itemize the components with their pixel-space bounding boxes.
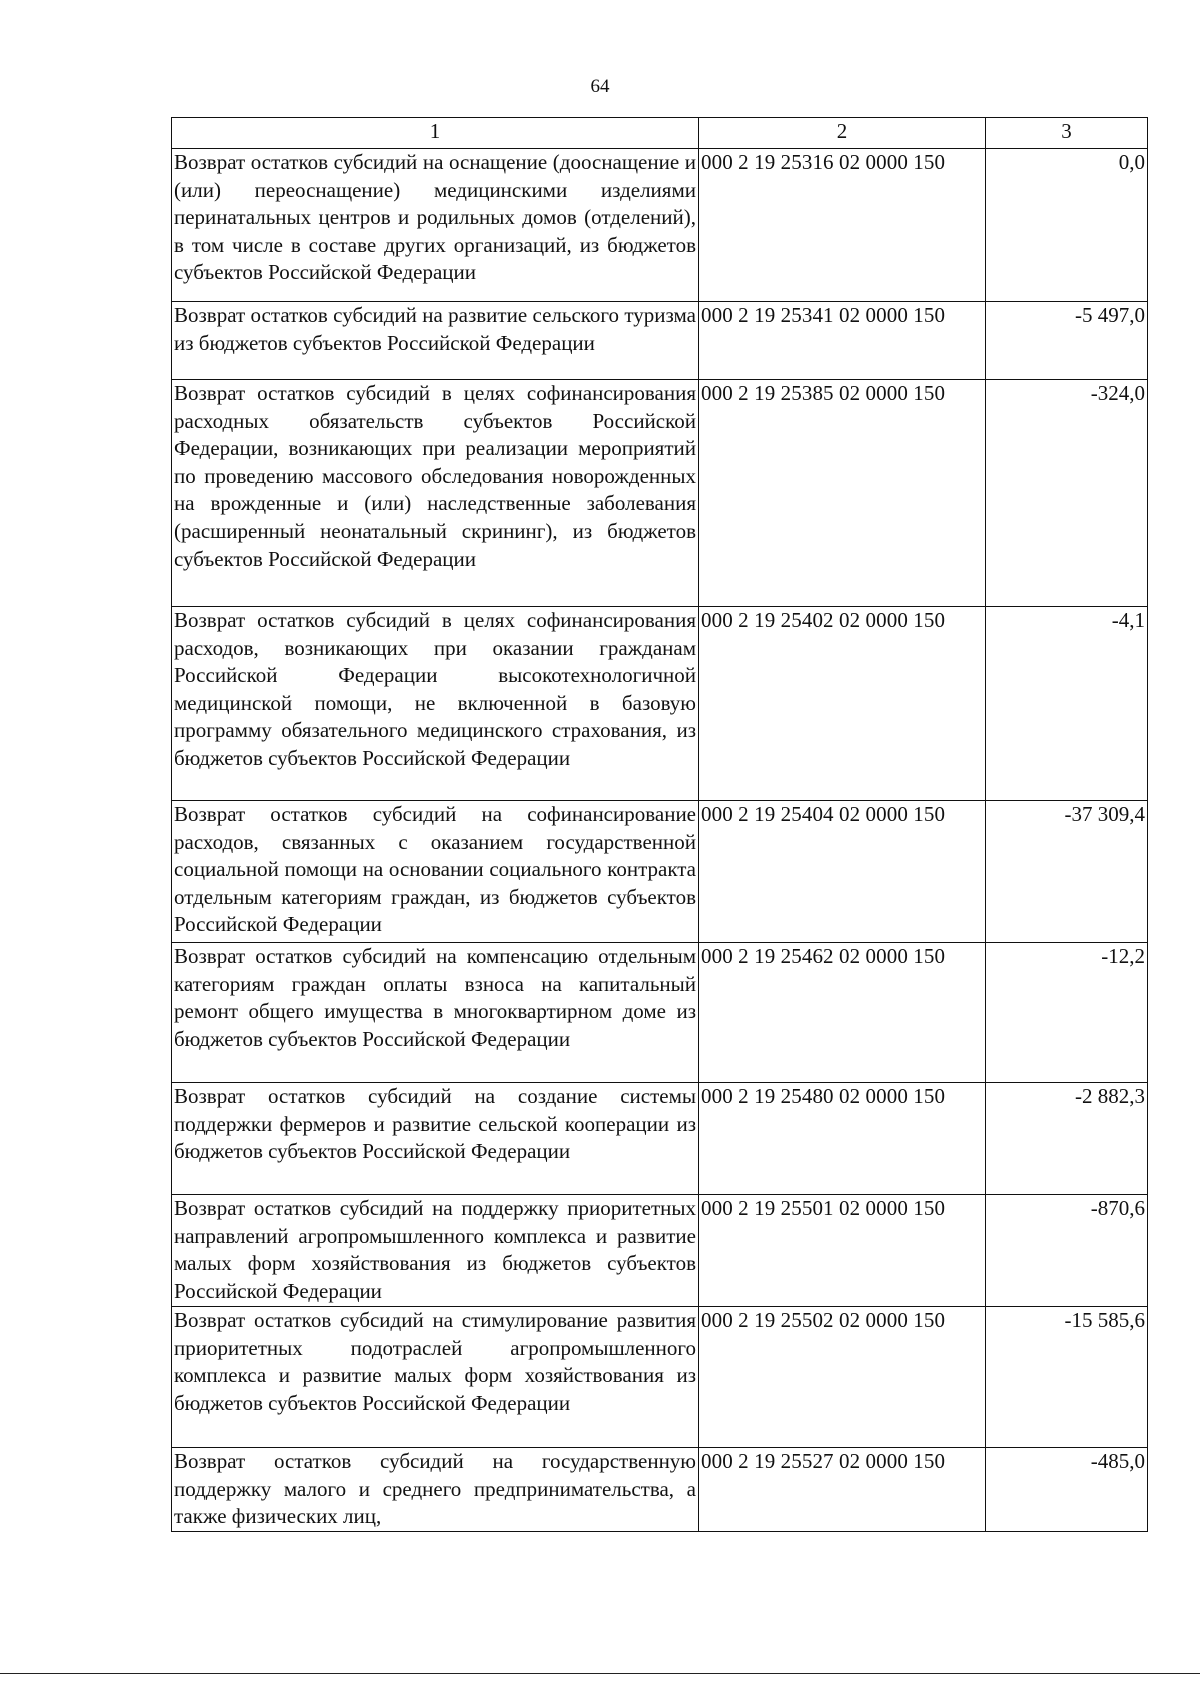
table-row <box>172 1195 1148 1307</box>
row-description: Возврат остатков субсидий на создание системы поддержки фермеров и развитие сельской кооперации из бюджетов субъектов Российской Федерации <box>172 1083 699 1195</box>
row-code: 000 2 19 25316 02 0000 150 <box>699 149 986 302</box>
table-row <box>172 607 1148 801</box>
column-header-1: 1 <box>172 118 699 149</box>
row-description: Возврат остатков субсидий на государственную поддержку малого и среднего предпринимательства, а также физических лиц, <box>172 1448 699 1532</box>
row-description: Возврат остатков субсидий в целях софинансирования расходов, возникающих при оказании гражданам Российской Федерации высокотехнологичной медицинской помощи, не включенной в базовую программу обязательного медицинского страхования, из бюджетов субъектов Российской Федерации <box>172 607 699 801</box>
table-row <box>172 801 1148 943</box>
row-code: 000 2 19 25341 02 0000 150 <box>699 302 986 380</box>
page-number: 64 <box>590 76 610 97</box>
row-description: Возврат остатков субсидий в целях софинансирования расходных обязательств субъектов Российской Федерации, возникающих при реализации мероприятий по проведению массового обследования новорожденных на врожденные и (или) наследственные заболевания (расширенный неонатальный скрининг), из бюджетов субъектов Российской Федерации <box>172 380 699 607</box>
row-amount: -37 309,4 <box>986 801 1148 943</box>
row-amount: 0,0 <box>986 149 1148 302</box>
page-bottom-rule <box>0 1673 1200 1674</box>
row-code: 000 2 19 25501 02 0000 150 <box>699 1195 986 1307</box>
table-row <box>172 1448 1148 1532</box>
row-amount: -15 585,6 <box>986 1307 1148 1448</box>
row-description: Возврат остатков субсидий на развитие сельского туризма из бюджетов субъектов Российской Федерации <box>172 302 699 380</box>
header-row <box>172 118 1148 149</box>
row-amount: -2 882,3 <box>986 1083 1148 1195</box>
row-amount: -5 497,0 <box>986 302 1148 380</box>
row-description: Возврат остатков субсидий на стимулирование развития приоритетных подотраслей агропромышленного комплекса и развитие малых форм хозяйствования из бюджетов субъектов Российской Федерации <box>172 1307 699 1448</box>
row-code: 000 2 19 25527 02 0000 150 <box>699 1448 986 1532</box>
table-row <box>172 302 1148 380</box>
column-header-2: 2 <box>699 118 986 149</box>
table-row <box>172 943 1148 1083</box>
row-code: 000 2 19 25502 02 0000 150 <box>699 1307 986 1448</box>
row-amount: -324,0 <box>986 380 1148 607</box>
budget-returns-table <box>171 117 1148 1532</box>
table-row <box>172 1083 1148 1195</box>
row-amount: -870,6 <box>986 1195 1148 1307</box>
table-row <box>172 149 1148 302</box>
row-amount: -4,1 <box>986 607 1148 801</box>
row-description: Возврат остатков субсидий на оснащение (дооснащение и (или) переоснащение) медицинскими изделиями перинатальных центров и родильных домов (отделений), в том числе в составе других организаций, из бюджетов субъектов Российской Федерации <box>172 149 699 302</box>
row-amount: -12,2 <box>986 943 1148 1083</box>
row-code: 000 2 19 25462 02 0000 150 <box>699 943 986 1083</box>
row-amount: -485,0 <box>986 1448 1148 1532</box>
row-code: 000 2 19 25480 02 0000 150 <box>699 1083 986 1195</box>
row-code: 000 2 19 25385 02 0000 150 <box>699 380 986 607</box>
row-description: Возврат остатков субсидий на поддержку приоритетных направлений агропромышленного комплекса и развитие малых форм хозяйствования из бюджетов субъектов Российской Федерации <box>172 1195 699 1307</box>
table-row <box>172 1307 1148 1448</box>
row-code: 000 2 19 25402 02 0000 150 <box>699 607 986 801</box>
row-description: Возврат остатков субсидий на софинансирование расходов, связанных с оказанием государственной социальной помощи на основании социального контракта отдельным категориям граждан, из бюджетов субъектов Российской Федерации <box>172 801 699 943</box>
row-code: 000 2 19 25404 02 0000 150 <box>699 801 986 943</box>
table-row <box>172 380 1148 607</box>
row-description: Возврат остатков субсидий на компенсацию отдельным категориям граждан оплаты взноса на капитальный ремонт общего имущества в многоквартирном доме из бюджетов субъектов Российской Федерации <box>172 943 699 1083</box>
column-header-3: 3 <box>986 118 1148 149</box>
